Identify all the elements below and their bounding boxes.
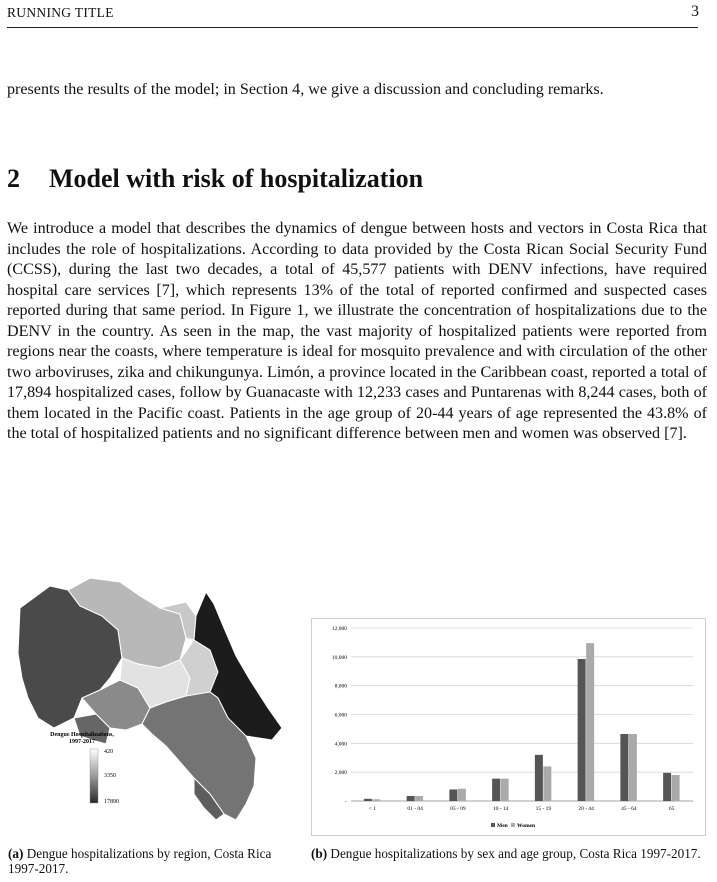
x-tick-label: 05 - 09	[450, 806, 466, 812]
section-number: 2	[7, 164, 20, 193]
x-tick-label: 15 - 19	[535, 806, 552, 812]
x-tick-label: 20 - 44	[578, 806, 594, 812]
x-tick-label: 45 - 64	[621, 806, 637, 812]
caption-a-text: Dengue hospitalizations by region, Costa Rica 1997-2017.	[8, 846, 272, 876]
page-number: 3	[691, 3, 699, 20]
bar-women	[501, 779, 509, 801]
map-legend-title: Dengue Hospitalizations,	[50, 732, 114, 738]
chart-border	[312, 619, 706, 836]
caption-a-label: (a)	[8, 846, 24, 861]
costa-rica-map	[10, 568, 290, 838]
bar-women	[629, 734, 637, 801]
y-tick-label: 6,000	[334, 712, 347, 719]
bar-men	[535, 755, 543, 801]
bar-men	[663, 773, 671, 801]
y-tick-label: -	[345, 799, 347, 805]
y-tick-label: 2,000	[334, 770, 347, 777]
bar-men	[407, 796, 415, 801]
x-tick-label: 01 - 04	[407, 806, 423, 812]
map-legend-value-mid: 3350	[104, 773, 116, 779]
legend-swatch-men	[491, 823, 495, 827]
section-title: Model with risk of hospitalization	[49, 164, 424, 193]
map-legend-value-low: 420	[104, 749, 113, 755]
bar-women	[586, 643, 594, 801]
caption-a	[8, 846, 298, 876]
legend-label-men: Men	[497, 823, 508, 829]
x-tick-label: 65	[668, 806, 675, 812]
body-paragraph: We introduce a model that describes the dynamics of dengue between hosts and vectors in Costa Rica that includes the role of hospitalizations. According to data provided by the Costa Rican Social Security Fund (CCSS), during the last two decades, a total of 45,577 patients with DENV infections, have required hospital care services [7], which represents 13% of the total of reported confirmed and suspected cases reported during that same period. In Figure 1, we illustrate the concentration of hospitalizations due to the DENV in the country. As seen in the map, the vast majority of hospitalized patients were reported from regions near the coasts, where temperature is ideal for mosquito prevalence and with circulation of the other two arboviruses, zika and chikungunya. Limón, a province located in the Caribbean coast, reported a total of 17,894 hospitalized cases, follow by Guanacaste with 12,233 cases and Puntarenas with 8,244 cases, both of them located in the Pacific coast. Patients in the age group of 20-44 years of age represented the 43.8% of the total of hospitalized patients and no significant difference between men and women was observed [7].	[7, 220, 707, 442]
bar-chart	[311, 618, 706, 836]
y-tick-label: 12,000	[331, 626, 347, 632]
y-tick-label: 8,000	[334, 683, 347, 690]
y-tick-label: 10,000	[331, 654, 347, 661]
bar-men	[492, 779, 500, 801]
x-tick-label: 10 - 14	[492, 806, 509, 812]
bar-men	[364, 799, 372, 801]
caption-b-text: Dengue hospitalizations by sex and age group, Costa Rica 1997-2017.	[330, 846, 701, 861]
bar-women	[672, 775, 680, 801]
map-legend-subtitle: 1997-2017	[69, 739, 95, 745]
bar-women	[415, 796, 423, 801]
intro-paragraph: presents the results of the model; in Section 4, we give a discussion and concluding remarks.	[7, 81, 604, 98]
bar-women	[458, 789, 466, 801]
bar-men	[578, 659, 586, 801]
map-legend-gradient	[90, 749, 98, 803]
legend-label-women: Women	[517, 823, 536, 829]
section-heading	[7, 164, 423, 194]
y-tick-label: 4,000	[334, 741, 347, 748]
running-title: RUNNING TITLE	[7, 5, 114, 20]
bar-women	[543, 766, 551, 801]
header-rule	[7, 27, 698, 28]
bar-men	[620, 734, 628, 801]
bar-men	[449, 789, 457, 801]
x-tick-label: < 1	[368, 806, 376, 812]
legend-swatch-women	[511, 823, 515, 827]
caption-b-label: (b)	[311, 846, 328, 861]
bar-women	[372, 799, 380, 801]
map-legend-value-high: 17890	[104, 799, 119, 805]
caption-b	[311, 846, 711, 861]
